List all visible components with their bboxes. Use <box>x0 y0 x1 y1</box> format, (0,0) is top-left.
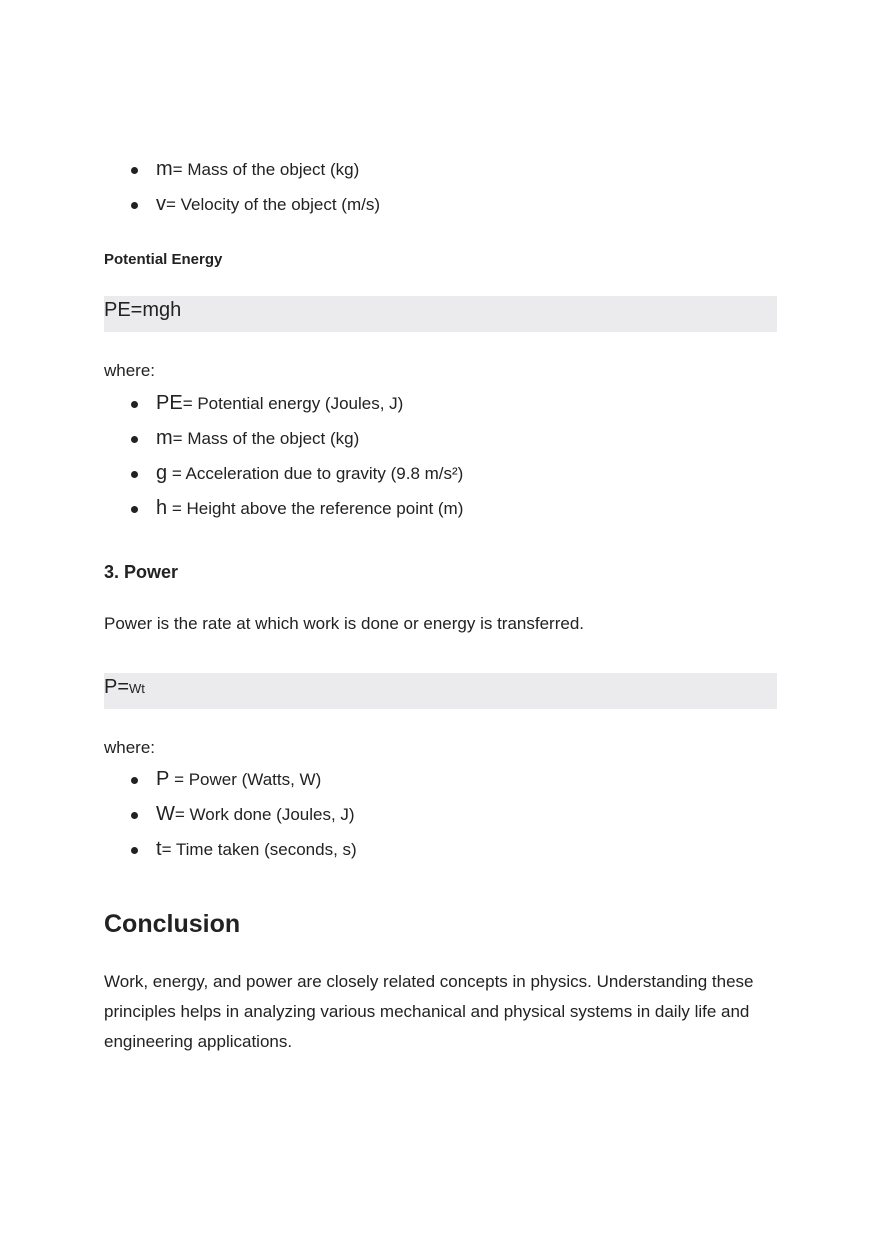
list-item <box>104 832 357 867</box>
potential-energy-variable-list <box>104 386 463 526</box>
where-label: where: <box>104 361 156 380</box>
variable-symbol: h <box>156 497 168 519</box>
variable-description: = Potential energy (Joules, J) <box>182 394 404 413</box>
power-formula-box <box>104 673 777 709</box>
conclusion-paragraph: Work, energy, and power are closely related concepts in physics. Understanding these principles helps in analyzing various mechanical and physical systems in daily life and engineering applications. <box>104 972 754 1051</box>
variable-symbol: g <box>156 462 168 484</box>
list-item <box>104 797 357 832</box>
power-formula-main: P= <box>104 676 130 698</box>
list-item <box>104 421 463 456</box>
kinetic-energy-variable-list <box>104 152 380 222</box>
potential-energy-formula-box <box>104 296 777 332</box>
power-variable-list <box>104 762 357 867</box>
variable-symbol: v <box>156 193 166 215</box>
variable-symbol: P <box>156 768 170 790</box>
power-intro-text: Power is the rate at which work is done or energy is transferred. <box>104 614 584 633</box>
variable-description: = Mass of the object (kg) <box>172 160 360 179</box>
variable-symbol: PE <box>156 392 183 414</box>
variable-description: = Velocity of the object (m/s) <box>166 195 381 214</box>
list-item <box>104 762 357 797</box>
variable-description: = Work done (Joules, J) <box>174 805 355 824</box>
potential-energy-formula: PE=mgh <box>104 299 182 321</box>
power-formula-fraction: Wt <box>129 681 145 696</box>
variable-symbol: W <box>156 803 175 825</box>
variable-symbol: t <box>156 838 162 860</box>
where-label: where: <box>104 738 156 757</box>
potential-energy-title: Potential Energy <box>104 251 223 268</box>
list-item <box>104 152 380 187</box>
variable-description: = Time taken (seconds, s) <box>161 840 357 859</box>
variable-description: = Acceleration due to gravity (9.8 m/s²) <box>167 464 464 483</box>
list-item <box>104 491 463 526</box>
variable-description: = Power (Watts, W) <box>169 770 322 789</box>
power-formula <box>104 675 145 701</box>
variable-description: = Mass of the object (kg) <box>172 429 360 448</box>
list-item <box>104 187 380 222</box>
variable-description: = Height above the reference point (m) <box>167 499 464 518</box>
power-section-heading: 3. Power <box>104 562 179 582</box>
conclusion-heading: Conclusion <box>104 910 241 938</box>
variable-symbol: m <box>156 427 173 449</box>
variable-symbol: m <box>156 158 173 180</box>
list-item <box>104 386 463 421</box>
list-item <box>104 456 463 491</box>
